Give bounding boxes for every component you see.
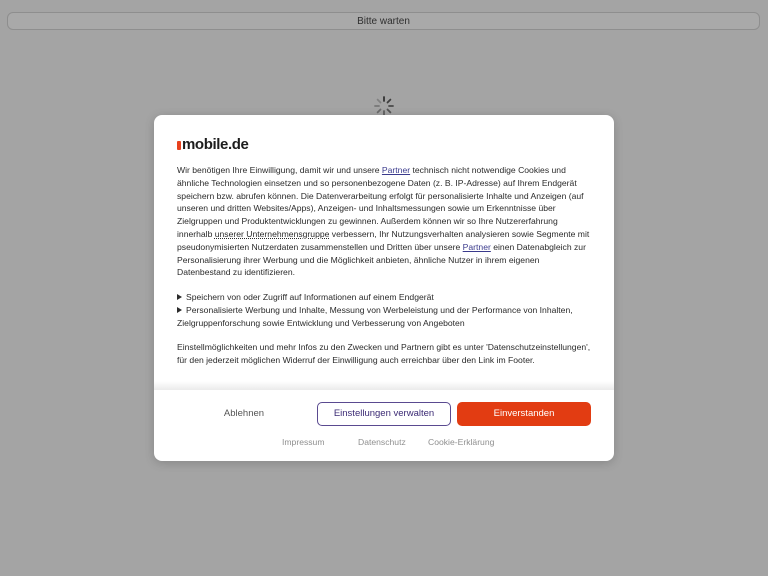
reject-button[interactable]: Ablehnen — [223, 408, 265, 419]
privacy-link[interactable]: Datenschutz — [358, 437, 406, 447]
expand-arrow-icon — [177, 294, 182, 300]
loading-label: Bitte warten — [357, 16, 410, 27]
logo-text: mobile.de — [182, 135, 249, 153]
consent-content[interactable] — [154, 115, 614, 388]
consent-intro-text — [177, 164, 593, 279]
purpose-label: Personalisierte Werbung und Inhalte, Messung von Werbeleistung und der Performance von Inhalten, Zielgruppenforschung sowie Entwicklung und Verbesserung von Angeboten — [177, 304, 573, 328]
partner-link[interactable]: Partner — [381, 165, 411, 175]
purpose-item[interactable] — [177, 291, 593, 304]
purpose-list — [177, 291, 593, 329]
settings-info-text: Einstellmöglichkeiten und mehr Infos zu den Zwecken und Partnern gibt es unter 'Datenschutzeinstellungen', für den jederzeit möglichen Widerruf der Einwilligung auch erreichbar über den Link im Footer. — [177, 342, 591, 365]
scroll-fade — [154, 381, 614, 390]
loading-status-bar — [7, 12, 760, 30]
intro-text-part: verbessern, Ihr Nutzungsverhalten analysieren sowie Segmente mit pseudonymisierten Nutzerdaten zusammenstellen und Dritten über unsere — [177, 228, 590, 252]
consent-actions — [154, 402, 614, 426]
cookie-statement-link[interactable]: Cookie-Erklärung — [428, 437, 495, 447]
expand-arrow-icon — [177, 307, 182, 313]
intro-text-part: Wir benötigen Ihre Einwilligung, damit wir und unsere — [177, 165, 382, 175]
brand-logo — [177, 136, 248, 152]
accept-button[interactable]: Einverstanden — [457, 402, 591, 426]
purpose-item[interactable] — [177, 304, 593, 330]
consent-footer-links — [154, 437, 614, 449]
intro-text-part: technisch nicht notwendige Cookies und ähnliche Technologien einsetzen und so personenbezogene Daten (z. B. IP-Adresse) auf Ihrem Endgerät speichern bzw. abrufen können. Die Datenverarbeitung erfolgt für personalisierte Inhalte und Anzeigen (auf unseren und dritten Websites/Apps), Anzeigen- und Inhaltsmessungen sowie um Erkenntnisse über Zielgruppen und Produktentwicklungen zu gewinnen. Außerdem können wir so Ihre Nutzererfahrung innerhalb — [177, 165, 584, 239]
logo-mark-icon — [177, 141, 181, 150]
company-group-link[interactable]: unserer Unternehmensgruppe — [214, 228, 330, 239]
loading-spinner-icon — [373, 95, 395, 117]
purpose-label: Speichern von oder Zugriff auf Informationen auf einem Endgerät — [186, 292, 434, 302]
cookie-consent-dialog — [154, 115, 614, 461]
manage-settings-button[interactable]: Einstellungen verwalten — [317, 402, 451, 426]
partner-link[interactable]: Partner — [462, 241, 491, 252]
intro-text-part: einen Datenabgleich zur Personalisierung ihrer Werbung und die Möglichkeit anbieten, ähnliche Nutzer in ihrem eigenen Datenbestand zu identifizieren. — [177, 241, 586, 278]
imprint-link[interactable]: Impressum — [282, 437, 325, 447]
